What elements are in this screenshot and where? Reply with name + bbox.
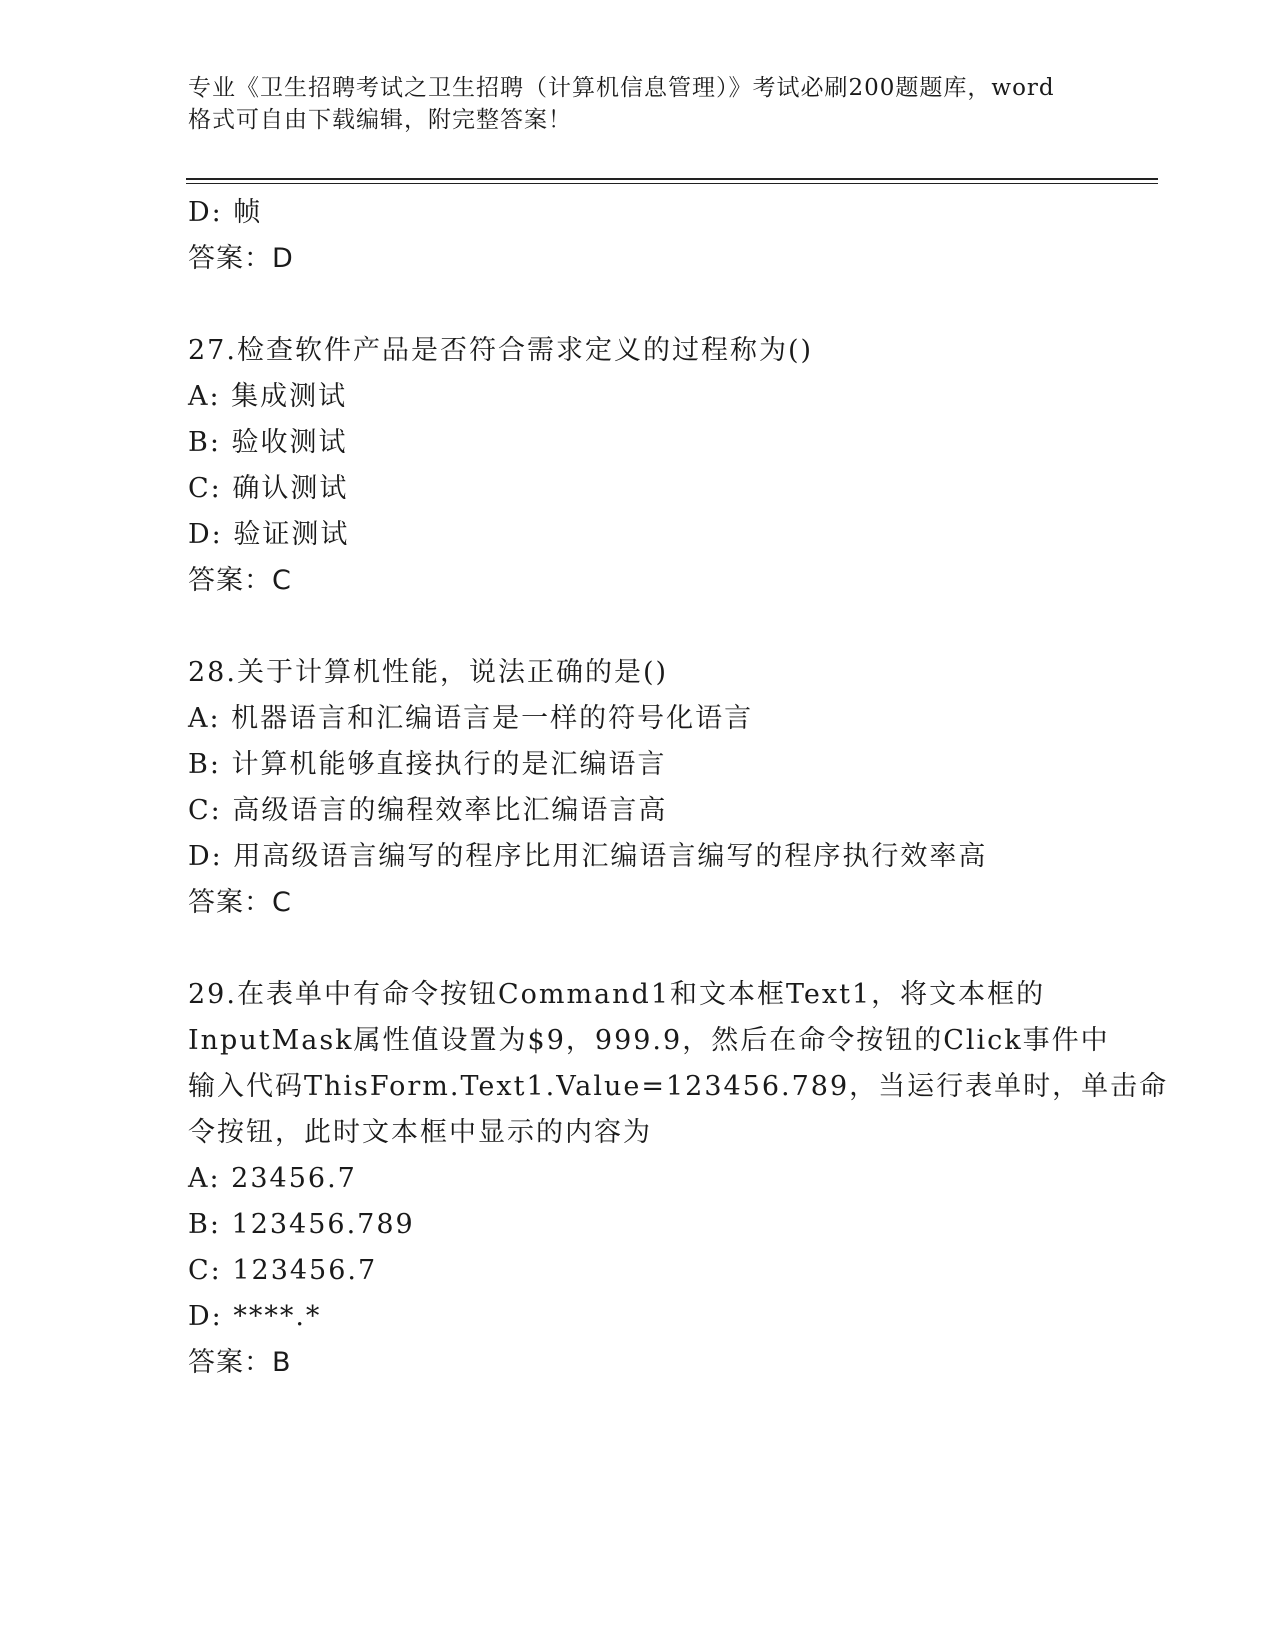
q29-option-a: A: 23456.7 xyxy=(188,1163,357,1194)
spacer xyxy=(188,282,1088,328)
prev-option-d: D: 帧 xyxy=(188,197,263,228)
q27-option-a: A: 集成测试 xyxy=(188,381,348,412)
q27-stem: 27.检查软件产品是否符合需求定义的过程称为() xyxy=(188,335,814,366)
q29-stem-line-2: InputMask属性值设置为$9，999.9，然后在命令按钮的Click事件中 xyxy=(188,1025,1110,1056)
spacer xyxy=(188,926,1088,972)
q27-option-d: D: 验证测试 xyxy=(188,519,350,550)
spacer xyxy=(188,604,1088,650)
header-line-2: 格式可自由下载编辑，附完整答案！ xyxy=(188,107,572,133)
q29-stem-line-4: 令按钮，此时文本框中显示的内容为 xyxy=(188,1117,652,1148)
header-line-1: 专业《卫生招聘考试之卫生招聘（计算机信息管理）》考试必刷200题题库，word xyxy=(188,75,1055,101)
header-rule-thin xyxy=(186,183,1158,184)
q29-stem-line-1: 29.在表单中有命令按钮Command1和文本框Text1，将文本框的 xyxy=(188,979,1046,1010)
q27-answer: 答案：C xyxy=(188,565,292,596)
header-rule-thick xyxy=(186,178,1158,180)
q28-option-b: B: 计算机能够直接执行的是汇编语言 xyxy=(188,749,667,780)
q29-option-c: C: 123456.7 xyxy=(188,1255,378,1286)
q28-option-d: D: 用高级语言编写的程序比用汇编语言编写的程序执行效率高 xyxy=(188,841,988,872)
q28-option-c: C: 高级语言的编程效率比汇编语言高 xyxy=(188,795,668,826)
q27-option-c: C: 确认测试 xyxy=(188,473,349,504)
q27-option-b: B: 验收测试 xyxy=(188,427,348,458)
q28-option-a: A: 机器语言和汇编语言是一样的符号化语言 xyxy=(188,703,754,734)
q29-option-d: D: ****.* xyxy=(188,1301,322,1332)
q28-stem: 28.关于计算机性能，说法正确的是() xyxy=(188,657,669,688)
document-header xyxy=(188,72,1088,136)
prev-answer: 答案：D xyxy=(188,243,294,274)
question-content xyxy=(188,190,1169,1386)
q28-answer: 答案：C xyxy=(188,887,292,918)
q29-answer: 答案：B xyxy=(188,1347,292,1378)
q29-stem-line-3: 输入代码ThisForm.Text1.Value=123456.789，当运行表单时，单击命 xyxy=(188,1071,1169,1102)
q29-option-b: B: 123456.789 xyxy=(188,1209,415,1240)
